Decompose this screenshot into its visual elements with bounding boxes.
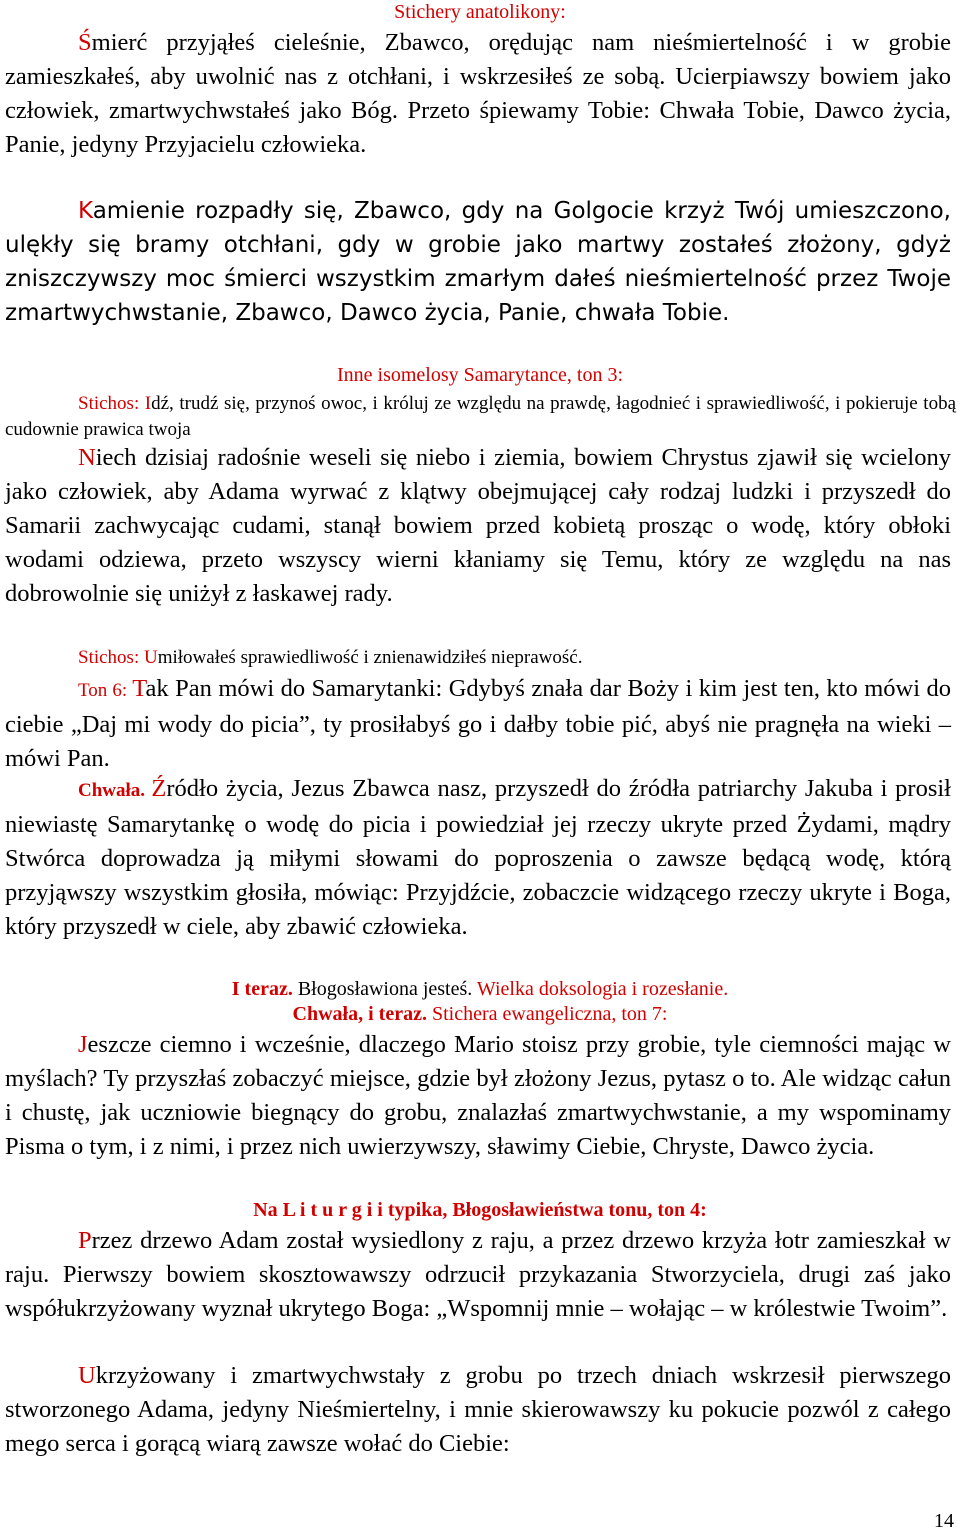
initial-letter: J — [78, 1031, 88, 1058]
paragraph-text: ak Pan mówi do Samarytanki: Gdybyś znała dar Boży i kim jest ten, kto mówi do ciebie „Daj mi wody do picia”, ty prosiłabyś go i dałby tobie pić, abyś nie pragnęła na wieki – mówi Pan. — [5, 675, 951, 772]
paragraph-5 — [0, 772, 951, 944]
paragraph-text: iech dzisiaj radośnie weseli się niebo i ziemia, bowiem Chrystus zjawił się wcielony jako człowiek, aby Adama wyrwać z klątwy obejmującej cały rodzaj ludzki i przyszedł do Samarii zachwycając cudami, stanął bowiem przed kobietą prosząc o wodę, który obłoki wodami odziewa, przeto wszyscy wierni kłaniamy się Temu, który ze względu na nas dobrowolnie się uniżył z łaskawej rady. — [5, 444, 951, 607]
paragraph-2 — [0, 194, 951, 330]
stichos-label: Stichos: — [78, 393, 145, 414]
heading-liturgia: Na L i t u r g i i typika, Błogosławieństwa tonu, ton 4: — [253, 1199, 707, 1221]
paragraph-text: rzez drzewo Adam został wysiedlony z raju, a przez drzewo krzyża łotr zamieszkał w raju. Pierwszy bowiem skosztowawszy odrzucił przykazania Stworzyciela, drugi zaś jako współukrzyżowany wyznał ukrytego Boga: „Wspomnij mnie – wołając – w królestwie Twoim”. — [5, 1227, 951, 1322]
page-number: 14 — [934, 1510, 954, 1532]
paragraph-7 — [0, 1224, 951, 1326]
rubric-bold: I teraz. — [231, 978, 293, 1000]
paragraph-6 — [0, 1028, 951, 1164]
paragraph-8 — [0, 1359, 951, 1461]
initial-letter: P — [78, 1227, 92, 1254]
initial-letter: U — [143, 647, 158, 668]
rubric-red: Wielka doksologia i rozesłanie. — [472, 978, 729, 1000]
paragraph-3 — [0, 441, 951, 611]
initial-letter: N — [78, 444, 96, 471]
initial-letter: U — [78, 1362, 96, 1389]
stichos-2 — [0, 645, 956, 671]
paragraph-text: krzyżowany i zmartwychwstały z grobu po trzech dniach wskrzesił pierwszego stworzonego Adama, jedyny Nieśmiertelny, i mnie skierowawszy ku pokucie pozwól z całego mego serca i gorącą wiarą zawsze wołać do Ciebie: — [5, 1362, 951, 1457]
paragraph-text: eszcze ciemno i wcześnie, dlaczego Mario stoisz przy grobie, tyle ciemności mając w myślach? Ty przyszłaś zobaczyć miejsce, gdzie był złożony Jezus, pytasz o to. Ale widząc całun i chustę, jak uczniowie biegnący do grobu, znalazłaś zmartwychwstanie, a my wspominamy Pisma o tym, i z nimi, i przez nich uwierzywszy, sławimy Ciebie, Chryste, Dawco życia. — [5, 1031, 951, 1160]
paragraph-text: amienie rozpadły się, Zbawco, gdy na Golgocie krzyż Twój umieszczono, ulękły się bramy otchłani, gdy w grobie jako martwy zostałeś złożony, gdyż zniszczywszy moc śmierci wszystkim zmarłym dałeś nieśmiertelność przez Twoje zmartwychwstanie, Zbawco, Dawco życia, Panie, chwała Tobie. — [5, 198, 951, 326]
rubric-bold: Chwała, i teraz. — [292, 1003, 427, 1025]
heading-stichery-anatolikony: Stichery anatolikony: — [394, 1, 566, 23]
tone-label: Ton 6: — [78, 680, 133, 701]
heading-chwala-i-teraz — [0, 1002, 960, 1026]
stichos-label: Stichos: — [78, 647, 144, 668]
initial-letter: Ś — [78, 29, 92, 56]
initial-letter: T — [132, 675, 146, 702]
initial-letter: I — [144, 393, 152, 414]
paragraph-4 — [0, 672, 951, 776]
stichos-text: dź, trudź się, przynoś owoc, i króluj ze względu na prawdę, łagodnieć i sprawiedliwość, i pokieruje tobą cudownie prawica twoja — [5, 393, 957, 440]
initial-letter: K — [78, 198, 93, 224]
stichos-1 — [0, 391, 956, 443]
heading-i-teraz — [0, 977, 960, 1001]
paragraph-1 — [0, 26, 951, 162]
heading-inne-isomelosy: Inne isomelosy Samarytance, ton 3: — [336, 364, 624, 386]
paragraph-text: mierć przyjąłeś cieleśnie, Zbawco, orędując nam nieśmiertelność i w grobie zamieszkałeś, aby uwolnić nas z otchłani, i wskrzesiłeś ze sobą. Ucierpiawszy bowiem jako człowiek, zmartwychwstałeś jako Bóg. Przeto śpiewamy Tobie: Chwała Tobie, Dawco życia, Panie, jedyny Przyjacielu człowieka. — [5, 29, 951, 158]
stichos-text: miłowałeś sprawiedliwość i znienawidziłeś nieprawość. — [157, 647, 583, 668]
initial-letter: Ź — [151, 775, 167, 802]
rubric-black: Błogosławiona jesteś. — [292, 978, 473, 1000]
paragraph-text: ródło życia, Jezus Zbawca nasz, przyszedł do źródła patriarchy Jakuba i prosił niewiastę Samarytankę o wodę do picia i powiedział jej rzeczy ukryte przed Żydami, mądry Stwórca doprowadza ją miłymi słowami do poproszenia o zawsze będącą wodę, którą przyjąwszy wszystkim głosiła, mówiąc: Przyjdźcie, zobaczcie widzącego rzeczy ukryte i Boga, który przyszedł w ciele, aby zbawić człowieka. — [5, 775, 951, 940]
rubric-red: Stichera ewangeliczna, ton 7: — [426, 1003, 668, 1025]
glory-label: Chwała. — [78, 780, 152, 801]
